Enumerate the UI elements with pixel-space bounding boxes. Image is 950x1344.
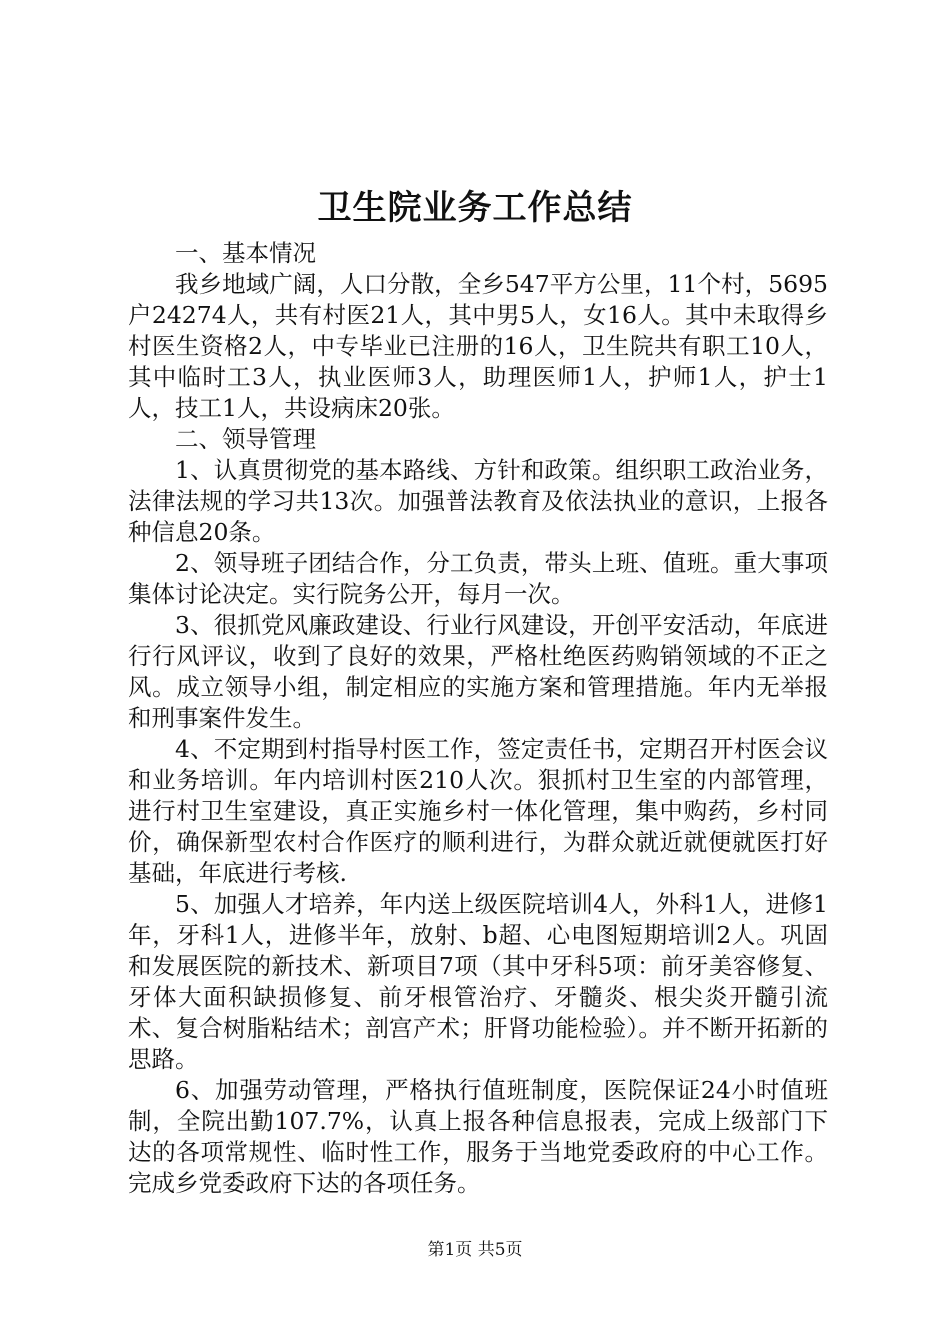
paragraph-item-4: 4、不定期到村指导村医工作，签定责任书，定期召开村医会议和业务培训。年内培训村医210人次。狠抓村卫生室的内部管理，进行村卫生室建设，真正实施乡村一体化管理，集中购药，乡村同价，确保新型农村合作医疗的顺利进行，为群众就近就便就医打好基础，年底进行考核. bbox=[128, 735, 828, 887]
paragraph-item-1: 1、认真贯彻党的基本路线、方针和政策。组织职工政治业务，法律法规的学习共13次。加强普法教育及依法执业的意识，上报各种信息20条。 bbox=[128, 456, 828, 546]
document-body bbox=[128, 238, 828, 1199]
paragraph-item-3: 3、很抓党风廉政建设、行业行风建设，开创平安活动，年底进行行风评议，收到了良好的效果，严格杜绝医药购销领域的不正之风。成立领导小组，制定相应的实施方案和管理措施。年内无举报和刑事案件发生。 bbox=[128, 611, 828, 732]
section-heading-basic-situation: 一、基本情况 bbox=[175, 239, 316, 267]
paragraph-item-6: 6、加强劳动管理，严格执行值班制度，医院保证24小时值班制，全院出勤107.7%，认真上报各种信息报表，完成上级部门下达的各项常规性、临时性工作，服务于当地党委政府的中心工作。完成乡党委政府下达的各项任务。 bbox=[128, 1076, 828, 1197]
paragraph-item-5: 5、加强人才培养，年内送上级医院培训4人，外科1人，进修1年，牙科1人，进修半年，放射、b超、心电图短期培训2人。巩固和发展医院的新技术、新项目7项（其中牙科5项：前牙美容修复、牙体大面积缺损修复、前牙根管治疗、牙髓炎、根尖炎开髓引流术、复合树脂粘结术；剖宫产术；肝肾功能检验）。并不断开拓新的思路。 bbox=[128, 890, 828, 1073]
paragraph-item-2: 2、领导班子团结合作，分工负责，带头上班、值班。重大事项集体讨论决定。实行院务公开，每月一次。 bbox=[128, 549, 828, 608]
document-title: 卫生院业务工作总结 bbox=[317, 188, 633, 228]
paragraph-basic-situation: 我乡地域广阔，人口分散，全乡547平方公里，11个村，5695户24274人，共有村医21人，其中男5人，女16人。其中未取得乡村医生资格2人，中专毕业已注册的16人，卫生院共有职工10人，其中临时工3人，执业医师3人，助理医师1人，护师1人，护士1人，技工1人，共设病床20张。 bbox=[128, 270, 828, 422]
page-indicator: 第1页 共5页 bbox=[427, 1240, 523, 1260]
section-heading-leadership: 二、领导管理 bbox=[175, 425, 316, 453]
